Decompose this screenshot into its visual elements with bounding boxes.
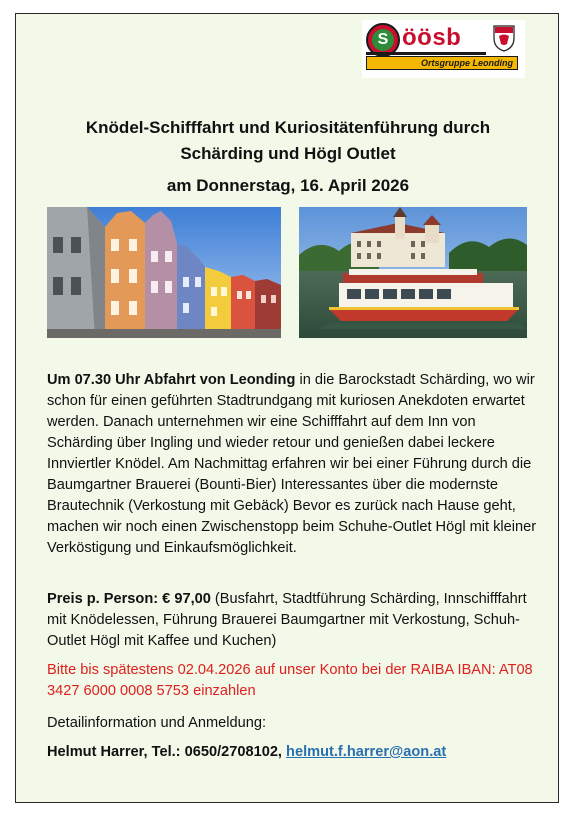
logo-s-letter: S (372, 29, 394, 51)
logo-subtitle: Ortsgruppe Leonding (421, 58, 513, 68)
departure-time: Um 07.30 Uhr Abfahrt von Leonding (47, 372, 296, 388)
info-label: Detailinformation und Anmeldung: (47, 715, 267, 731)
schaerding-houses-photo (47, 207, 281, 338)
contact-line (47, 742, 537, 763)
logo-wordmark: öösb (402, 24, 462, 51)
title-line-1: Knödel-Schifffahrt und Kuriositätenführung durch (85, 118, 491, 137)
event-date: am Donnerstag, 16. April 2026 (166, 176, 410, 195)
logo-stripe (366, 52, 486, 55)
logo-subtitle-bar (366, 56, 518, 70)
title-line-2: Schärding und Högl Outlet (180, 144, 396, 163)
price-details: (Busfahrt, Stadtführung Schärding, Innschifffahrt mit Knödelessen, Führung Brauerei Baumgartner mit Verkostung, Schuh-Outlet Högl mit Kaffee und Kuchen) (47, 591, 527, 649)
coat-of-arms-icon (492, 24, 516, 52)
oosb-logo (362, 20, 525, 78)
logo-mark (366, 23, 518, 53)
price-label: Preis p. Person: € 97,00 (47, 591, 211, 607)
description-text: in die Barockstadt Schärding, wo wir schon für einen geführten Stadtrundgang mit kuriosen Anekdoten erwartet werden. Danach unternehmen wir eine Schifffahrt auf dem Inn von Schärding über Ingling und wieder retour und genießen dabei leckere Innviertler Knödel. Am Nachmittag erfahren wir bei einer Führung durch die Baumgartner Brauerei (Bounti-Bier) Interessantes über die modernste Brautechnik (Verkostung mit Gebäck) Bevor es zurück nach Hause geht, machen wir noch einen Zwischenstopp beim Schuhe-Outlet Högl mit kleiner Verköstigung und Einkaufsmöglichkeit. (47, 372, 537, 556)
email-link[interactable]: helmut.f.harrer@aon.at (286, 744, 447, 760)
contact-name-phone: Helmut Harrer, Tel.: 0650/2708102, (47, 744, 287, 760)
description-paragraph (47, 370, 537, 559)
inn-boat-photo (299, 207, 527, 338)
payment-notice: Bitte bis spätestens 02.04.2026 auf unser Konto bei der RAIBA IBAN: AT08 3427 6000 0008 5753 einzahlen (47, 662, 533, 699)
price-paragraph (47, 589, 537, 652)
